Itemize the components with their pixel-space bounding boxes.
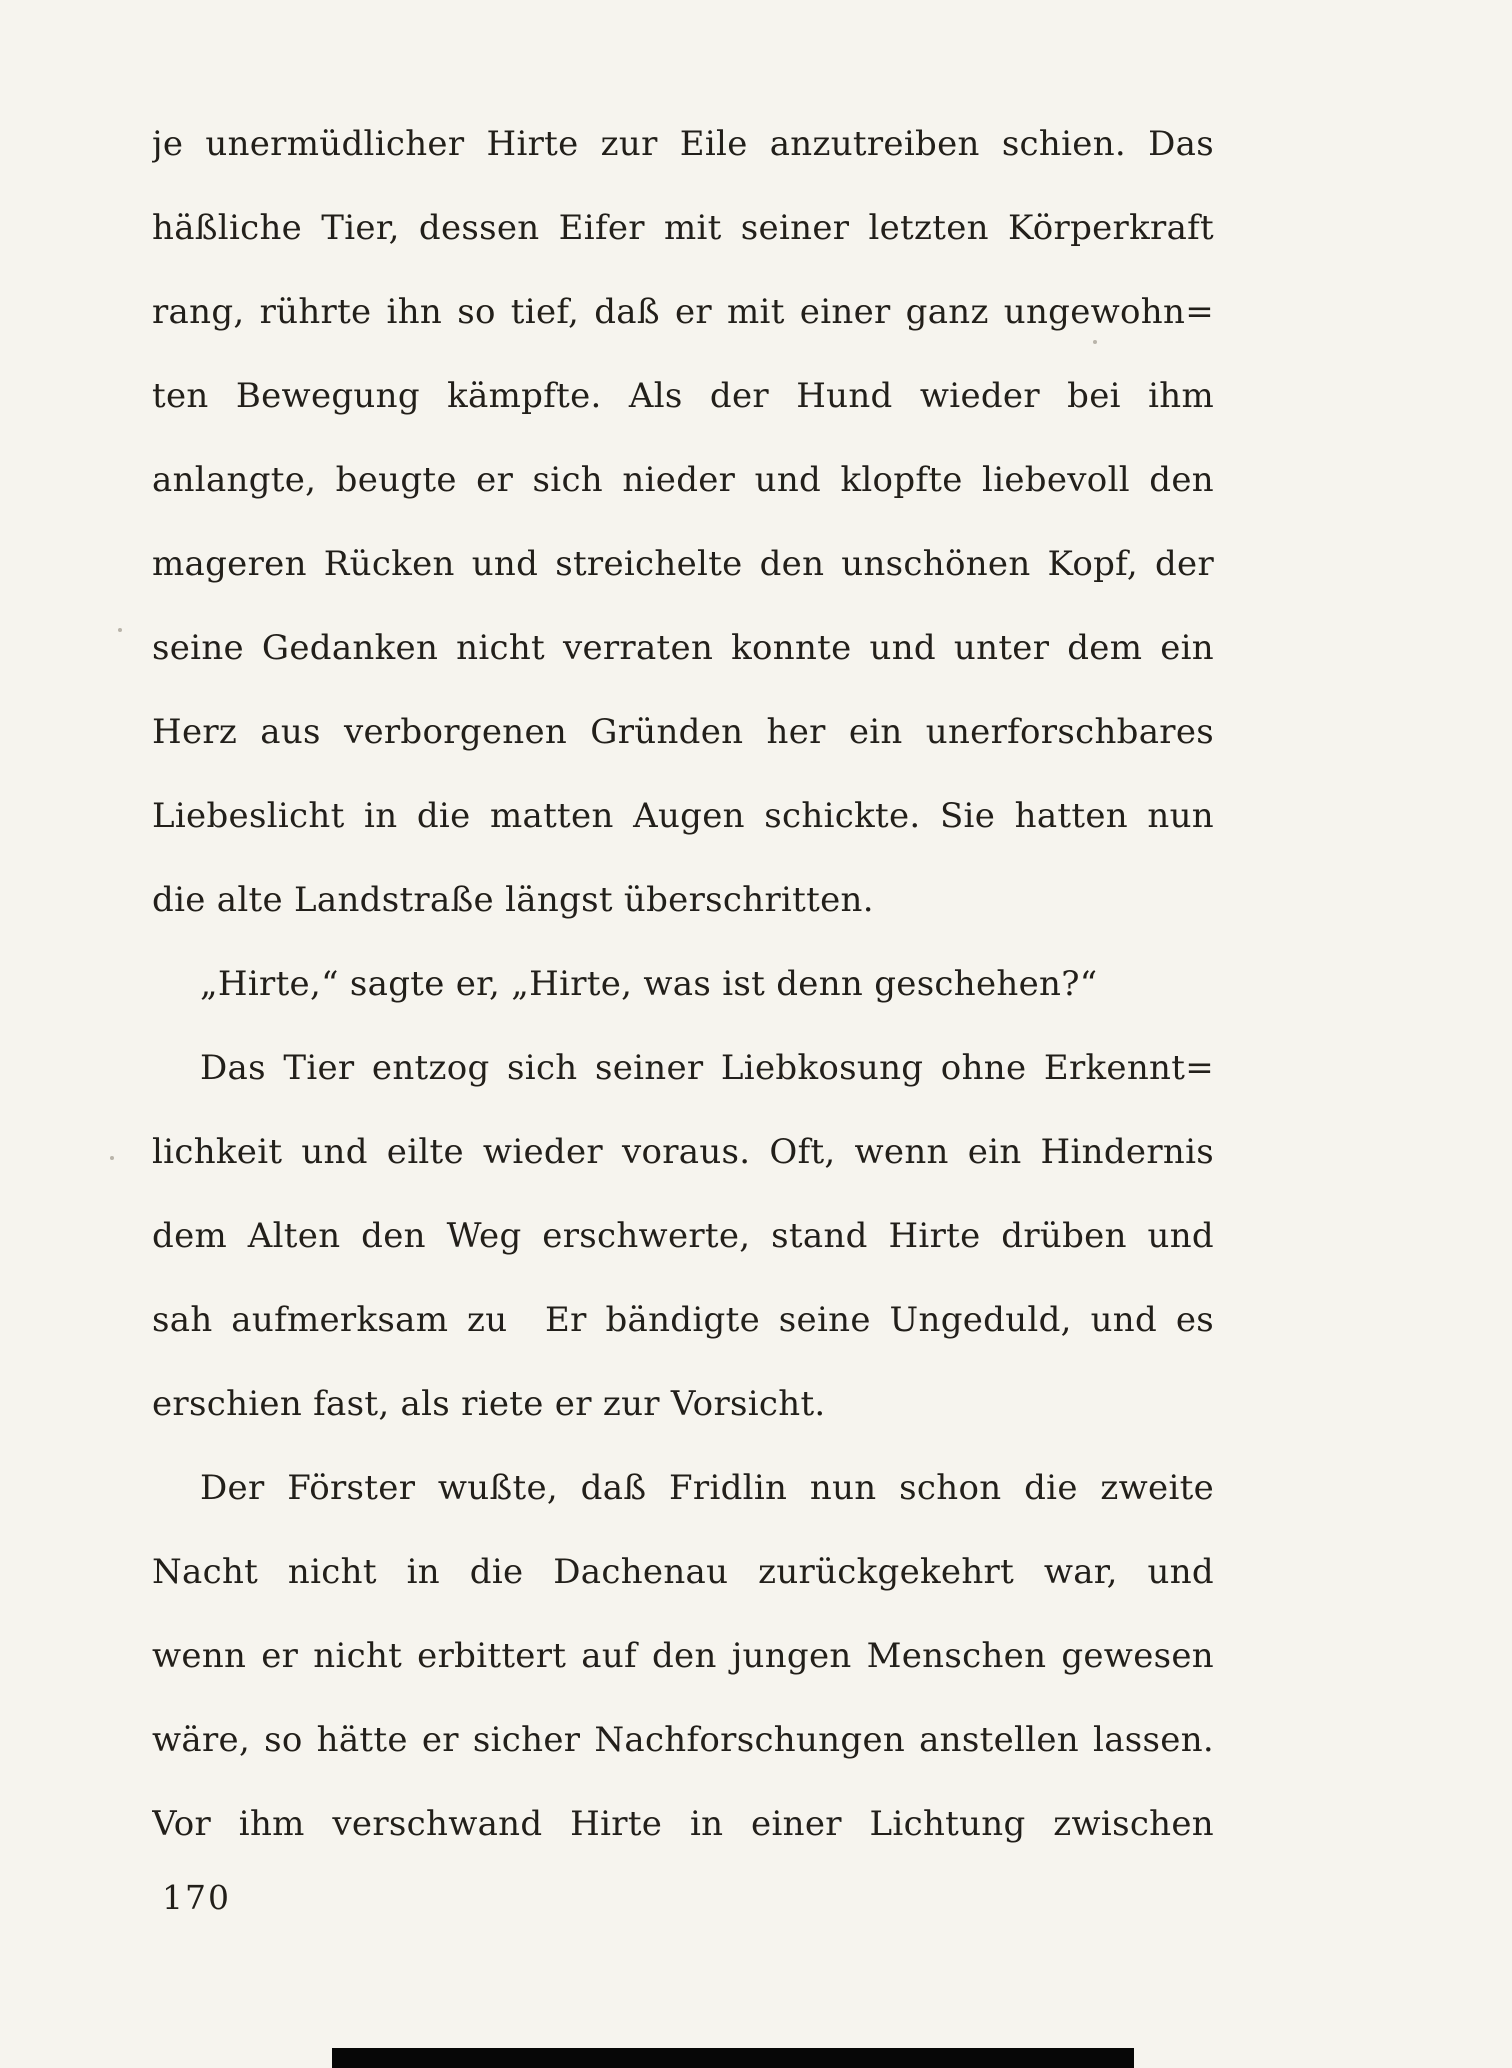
scan-speck	[110, 1156, 114, 1160]
text-line: Liebeslicht in die matten Augen schickte. Sie hatten nun	[152, 796, 1214, 836]
text-line: Das Tier entzog sich seiner Liebkosung ohne Erkennt=	[200, 1048, 1214, 1088]
text-line: rang, rührte ihn so tief, daß er mit einer ganz ungewohn=	[152, 292, 1214, 332]
scan-speck	[1093, 340, 1097, 344]
paragraph	[152, 1446, 1214, 1866]
text-line: wenn er nicht erbittert auf den jungen Menschen gewesen	[152, 1636, 1214, 1676]
text-line: häßliche Tier, dessen Eifer mit seiner letzten Körperkraft	[152, 208, 1214, 248]
text-line: Nacht nicht in die Dachenau zurückgekehrt war, und	[152, 1552, 1214, 1592]
text-line: je unermüdlicher Hirte zur Eile anzutreiben schien. Das	[152, 124, 1214, 164]
text-line: Der Förster wußte, daß Fridlin nun schon die zweite	[200, 1468, 1214, 1508]
text-block	[152, 102, 1214, 1866]
text-line: Herz aus verborgenen Gründen her ein unerforschbares	[152, 712, 1214, 752]
text-line: „Hirte,“ sagte er, „Hirte, was ist denn geschehen?“	[200, 964, 1098, 1004]
scan-speck	[118, 628, 122, 632]
page-number: 170	[162, 1878, 231, 1917]
paragraph	[152, 1026, 1214, 1446]
paragraph	[152, 102, 1214, 942]
text-line: lichkeit und eilte wieder voraus. Oft, wenn ein Hindernis	[152, 1132, 1214, 1172]
text-line: ten Bewegung kämpfte. Als der Hund wieder bei ihm	[152, 376, 1214, 416]
text-line: wäre, so hätte er sicher Nachforschungen anstellen lassen.	[152, 1720, 1214, 1760]
text-line: seine Gedanken nicht verraten konnte und unter dem ein	[152, 628, 1214, 668]
scan-artifact-bar	[332, 2048, 1134, 2068]
text-line: mageren Rücken und streichelte den unschönen Kopf, der	[152, 544, 1214, 584]
text-line: Vor ihm verschwand Hirte in einer Lichtung zwischen	[152, 1804, 1214, 1844]
text-line: anlangte, beugte er sich nieder und klopfte liebevoll den	[152, 460, 1214, 500]
paragraph	[152, 942, 1214, 1026]
text-line: die alte Landstraße längst überschritten.	[152, 880, 874, 920]
text-line: sah aufmerksam zu Er bändigte seine Ungeduld, und es	[152, 1300, 1214, 1340]
text-line: dem Alten den Weg erschwerte, stand Hirte drüben und	[152, 1216, 1214, 1256]
text-line: erschien fast, als riete er zur Vorsicht.	[152, 1384, 826, 1424]
